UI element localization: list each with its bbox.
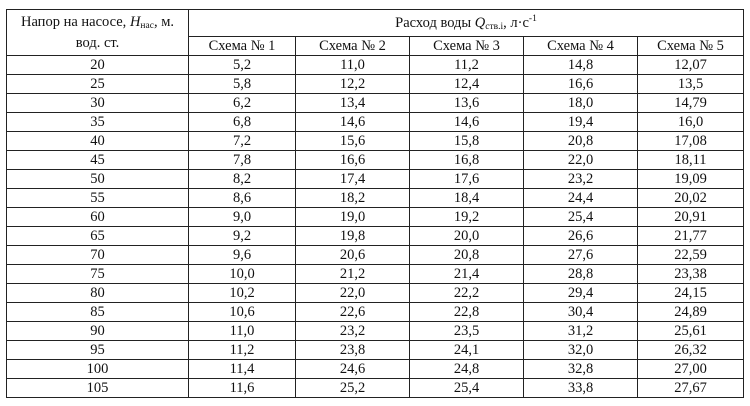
flow-value-cell: 11,0 — [296, 56, 410, 75]
flow-value-cell: 21,4 — [410, 265, 524, 284]
flow-value-cell: 32,0 — [524, 341, 638, 360]
flow-value-cell: 10,0 — [189, 265, 296, 284]
table-row — [7, 75, 744, 94]
flow-value-cell: 11,6 — [189, 379, 296, 398]
flow-value-cell: 14,8 — [524, 56, 638, 75]
pump-head-cell: 35 — [7, 113, 189, 132]
flow-value-cell: 15,8 — [410, 132, 524, 151]
pump-head-cell: 60 — [7, 208, 189, 227]
table-row — [7, 132, 744, 151]
pump-head-cell: 65 — [7, 227, 189, 246]
flow-value-cell: 20,8 — [410, 246, 524, 265]
table-row — [7, 265, 744, 284]
flow-value-cell: 22,2 — [410, 284, 524, 303]
flow-value-cell: 29,4 — [524, 284, 638, 303]
flow-value-cell: 28,8 — [524, 265, 638, 284]
flow-value-cell: 10,6 — [189, 303, 296, 322]
pump-head-symbol: H — [129, 13, 141, 30]
flow-value-cell: 22,0 — [524, 151, 638, 170]
flow-value-cell: 9,6 — [189, 246, 296, 265]
flow-value-cell: 12,2 — [296, 75, 410, 94]
flow-value-cell: 21,2 — [296, 265, 410, 284]
pump-head-cell: 30 — [7, 94, 189, 113]
flow-value-cell: 15,6 — [296, 132, 410, 151]
pump-head-column-header — [7, 10, 189, 56]
table-row — [7, 151, 744, 170]
pump-head-unit: , м. вод. ст. — [75, 13, 175, 51]
scheme-column-header: Схема № 3 — [410, 37, 524, 56]
flow-value-cell: 27,67 — [638, 379, 744, 398]
table-row — [7, 284, 744, 303]
flow-value-cell: 20,6 — [296, 246, 410, 265]
flow-value-cell: 19,4 — [524, 113, 638, 132]
water-flow-unit: , л·с — [503, 15, 529, 31]
flow-value-cell: 17,08 — [638, 132, 744, 151]
flow-value-cell: 12,07 — [638, 56, 744, 75]
flow-value-cell: 24,4 — [524, 189, 638, 208]
water-flow-subscript: ств.i — [485, 22, 504, 32]
flow-value-cell: 16,6 — [524, 75, 638, 94]
flow-value-cell: 25,2 — [296, 379, 410, 398]
water-flow-symbol: Q — [474, 15, 486, 31]
flow-value-cell: 22,59 — [638, 246, 744, 265]
pump-head-cell: 75 — [7, 265, 189, 284]
pump-head-cell: 95 — [7, 341, 189, 360]
flow-value-cell: 17,6 — [410, 170, 524, 189]
pump-head-subscript: нас — [140, 20, 154, 31]
table-row — [7, 341, 744, 360]
flow-value-cell: 12,4 — [410, 75, 524, 94]
pump-head-cell: 40 — [7, 132, 189, 151]
flow-value-cell: 11,2 — [410, 56, 524, 75]
flow-value-cell: 32,8 — [524, 360, 638, 379]
table-row — [7, 189, 744, 208]
flow-value-cell: 30,4 — [524, 303, 638, 322]
flow-value-cell: 24,89 — [638, 303, 744, 322]
flow-value-cell: 20,8 — [524, 132, 638, 151]
flow-value-cell: 18,2 — [296, 189, 410, 208]
flow-value-cell: 9,2 — [189, 227, 296, 246]
flow-value-cell: 23,8 — [296, 341, 410, 360]
table-row — [7, 56, 744, 75]
scheme-column-header: Схема № 1 — [189, 37, 296, 56]
flow-value-cell: 10,2 — [189, 284, 296, 303]
flow-value-cell: 11,0 — [189, 322, 296, 341]
pump-head-cell: 25 — [7, 75, 189, 94]
pump-head-cell: 100 — [7, 360, 189, 379]
water-flow-header-text: Расход воды — [395, 15, 475, 31]
flow-value-cell: 24,6 — [296, 360, 410, 379]
table-container — [6, 9, 744, 398]
flow-value-cell: 24,1 — [410, 341, 524, 360]
pump-head-cell: 70 — [7, 246, 189, 265]
pump-head-cell: 90 — [7, 322, 189, 341]
pump-head-cell: 55 — [7, 189, 189, 208]
flow-value-cell: 23,38 — [638, 265, 744, 284]
table-row — [7, 303, 744, 322]
scheme-column-header: Схема № 5 — [638, 37, 744, 56]
flow-value-cell: 20,02 — [638, 189, 744, 208]
flow-value-cell: 22,6 — [296, 303, 410, 322]
flow-value-cell: 25,61 — [638, 322, 744, 341]
flow-value-cell: 24,15 — [638, 284, 744, 303]
flow-value-cell: 7,8 — [189, 151, 296, 170]
flow-value-cell: 22,8 — [410, 303, 524, 322]
flow-value-cell: 23,2 — [296, 322, 410, 341]
pump-head-cell: 80 — [7, 284, 189, 303]
flow-value-cell: 17,4 — [296, 170, 410, 189]
table-row — [7, 379, 744, 398]
flow-value-cell: 19,2 — [410, 208, 524, 227]
table-row — [7, 360, 744, 379]
flow-value-cell: 26,6 — [524, 227, 638, 246]
flow-value-cell: 14,6 — [410, 113, 524, 132]
flow-value-cell: 19,8 — [296, 227, 410, 246]
scheme-column-header: Схема № 2 — [296, 37, 410, 56]
flow-value-cell: 18,11 — [638, 151, 744, 170]
flow-value-cell: 27,6 — [524, 246, 638, 265]
pump-head-cell: 105 — [7, 379, 189, 398]
pump-head-header-text: Напор на насосе, — [20, 13, 130, 30]
flow-value-cell: 23,2 — [524, 170, 638, 189]
flow-value-cell: 5,8 — [189, 75, 296, 94]
flow-value-cell: 13,4 — [296, 94, 410, 113]
flow-value-cell: 23,5 — [410, 322, 524, 341]
flow-value-cell: 24,8 — [410, 360, 524, 379]
flow-value-cell: 25,4 — [524, 208, 638, 227]
flow-value-cell: 18,4 — [410, 189, 524, 208]
pump-flow-table — [6, 9, 744, 398]
table-row — [7, 322, 744, 341]
flow-value-cell: 7,2 — [189, 132, 296, 151]
flow-value-cell: 16,0 — [638, 113, 744, 132]
flow-value-cell: 25,4 — [410, 379, 524, 398]
flow-value-cell: 16,8 — [410, 151, 524, 170]
pump-head-cell: 45 — [7, 151, 189, 170]
flow-value-cell: 14,6 — [296, 113, 410, 132]
table-row — [7, 227, 744, 246]
water-flow-superscript: -1 — [528, 14, 537, 24]
flow-value-cell: 6,2 — [189, 94, 296, 113]
pump-head-cell: 50 — [7, 170, 189, 189]
scheme-column-header: Схема № 4 — [524, 37, 638, 56]
flow-value-cell: 8,6 — [189, 189, 296, 208]
flow-value-cell: 27,00 — [638, 360, 744, 379]
table-row — [7, 113, 744, 132]
table-row — [7, 246, 744, 265]
pump-head-cell: 20 — [7, 56, 189, 75]
table-row — [7, 94, 744, 113]
flow-value-cell: 19,09 — [638, 170, 744, 189]
flow-value-cell: 8,2 — [189, 170, 296, 189]
flow-value-cell: 20,0 — [410, 227, 524, 246]
flow-value-cell: 22,0 — [296, 284, 410, 303]
table-row — [7, 208, 744, 227]
flow-value-cell: 13,5 — [638, 75, 744, 94]
flow-value-cell: 19,0 — [296, 208, 410, 227]
flow-value-cell: 13,6 — [410, 94, 524, 113]
flow-value-cell: 31,2 — [524, 322, 638, 341]
flow-value-cell: 5,2 — [189, 56, 296, 75]
table-row — [7, 170, 744, 189]
flow-value-cell: 6,8 — [189, 113, 296, 132]
flow-value-cell: 21,77 — [638, 227, 744, 246]
flow-value-cell: 33,8 — [524, 379, 638, 398]
flow-value-cell: 14,79 — [638, 94, 744, 113]
pump-head-cell: 85 — [7, 303, 189, 322]
flow-value-cell: 9,0 — [189, 208, 296, 227]
water-flow-group-header — [189, 10, 744, 37]
flow-value-cell: 16,6 — [296, 151, 410, 170]
flow-value-cell: 18,0 — [524, 94, 638, 113]
flow-value-cell: 20,91 — [638, 208, 744, 227]
flow-value-cell: 26,32 — [638, 341, 744, 360]
flow-value-cell: 11,4 — [189, 360, 296, 379]
flow-value-cell: 11,2 — [189, 341, 296, 360]
